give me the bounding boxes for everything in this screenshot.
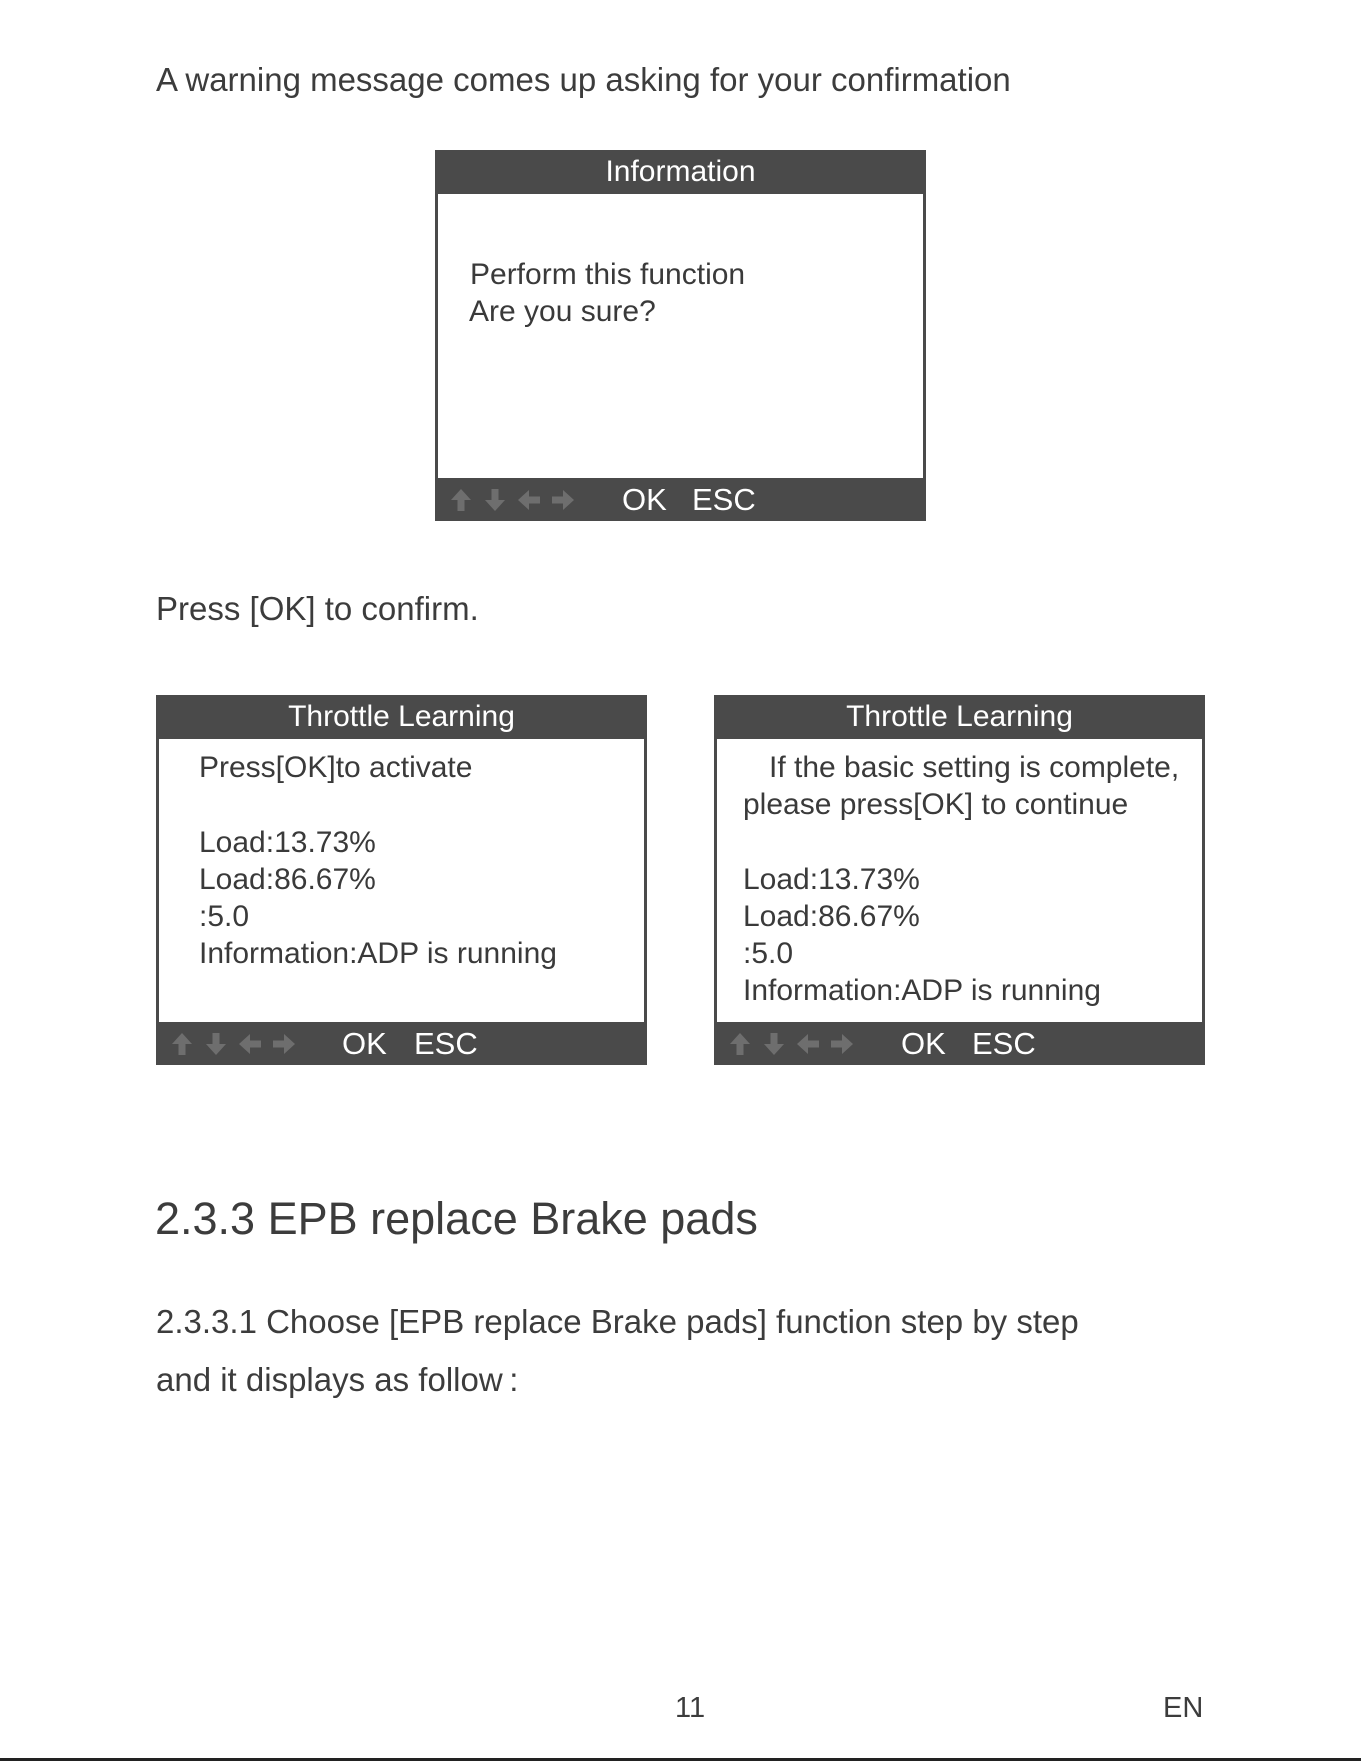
screen-line: Load:13.73% [199,826,376,859]
dialog-footer [435,478,926,521]
section-text-line: and it displays as follow : [156,1361,519,1398]
screen-title: Throttle Learning [846,700,1073,733]
screen-footer [714,1022,1205,1065]
confirm-text: Press [OK] to confirm. [156,590,479,627]
screen-line: Load:13.73% [743,863,920,896]
screen-line: Load:86.67% [743,900,920,933]
screen-line: Information:ADP is running [743,974,1101,1007]
screen-body [717,739,1202,1022]
esc-button[interactable]: ESC [972,1026,1036,1061]
throttle-learning-screen-right [714,695,1205,1065]
page-number: 11 [675,1692,706,1724]
section-text-line: 2.3.3.1 Choose [EPB replace Brake pads] function step by step [156,1303,1079,1340]
screen-line: Information:ADP is running [199,937,557,970]
information-dialog [435,150,926,521]
screen-line: :5.0 [743,937,794,970]
ok-button[interactable]: OK [622,482,667,517]
screen-body [159,739,644,1022]
arrow-left-icon[interactable] [515,486,543,514]
screen-line: Load:86.67% [199,863,376,896]
ok-button[interactable]: OK [901,1026,946,1061]
arrow-up-icon[interactable] [726,1030,754,1058]
esc-button[interactable]: ESC [692,482,756,517]
arrow-right-icon[interactable] [270,1030,298,1058]
screen-title: Throttle Learning [288,700,515,733]
dialog-body [438,194,923,478]
arrow-right-icon[interactable] [549,486,577,514]
arrow-left-icon[interactable] [236,1030,264,1058]
screen-line: If the basic setting is complete, [769,751,1180,784]
arrow-down-icon[interactable] [481,486,509,514]
screen-line: Press[OK]to activate [199,751,473,784]
intro-text: A warning message comes up asking for your confirmation [156,61,1011,98]
nav-arrows [168,1030,298,1058]
arrow-left-icon[interactable] [794,1030,822,1058]
screen-line: please press[OK] to continue [743,788,1129,821]
screen-line: :5.0 [199,900,250,933]
esc-button[interactable]: ESC [414,1026,478,1061]
arrow-down-icon[interactable] [202,1030,230,1058]
language-code: EN [1163,1692,1204,1724]
nav-arrows [726,1030,856,1058]
ok-button[interactable]: OK [342,1026,387,1061]
arrow-right-icon[interactable] [828,1030,856,1058]
dialog-title: Information [605,155,756,188]
section-heading: 2.3.3 EPB replace Brake pads [155,1193,758,1244]
nav-arrows [447,486,577,514]
screen-footer [156,1022,647,1065]
throttle-learning-screen-left [156,695,647,1065]
dialog-line: Perform this function [470,258,746,291]
arrow-up-icon[interactable] [447,486,475,514]
arrow-up-icon[interactable] [168,1030,196,1058]
dialog-line: Are you sure? [469,295,656,328]
arrow-down-icon[interactable] [760,1030,788,1058]
